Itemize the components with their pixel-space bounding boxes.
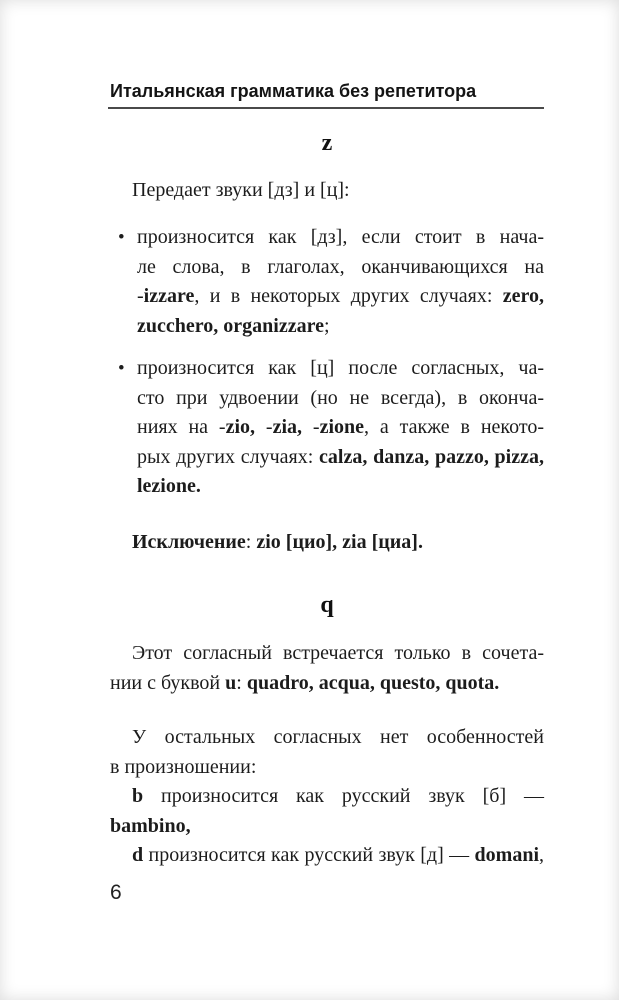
text-line: рых других случаях: calza, danza, pazzo, pizza, bbox=[137, 445, 544, 468]
running-head-title: Итальянская грамматика без репетитора bbox=[110, 81, 477, 101]
section-heading-q: q bbox=[320, 592, 334, 618]
page-number: 6 bbox=[110, 881, 122, 904]
bullet-icon: • bbox=[118, 358, 125, 379]
text-line: ниях на -zio, -zia, -zione, а также в некото- bbox=[137, 416, 544, 438]
text-line: b произносится как русский звук [б] — bbox=[132, 785, 544, 807]
bullet-text-dz bbox=[137, 223, 544, 341]
bullet-item-ts bbox=[110, 354, 544, 502]
text-line: ле слова, в глаголах, оканчивающихся на bbox=[137, 255, 544, 278]
text-line: lezione. bbox=[137, 475, 201, 497]
bullet-item-dz bbox=[110, 223, 544, 341]
bullet-list bbox=[110, 223, 544, 502]
text-line: Этот согласный встречается только в сочета- bbox=[132, 642, 544, 664]
bullet-text-ts bbox=[137, 354, 544, 502]
paragraph-q-intro bbox=[110, 639, 544, 698]
text-line: d произносится как русский звук [д] — domani, bbox=[132, 844, 544, 866]
text-line: произносится как [дз], если стоит в нача- bbox=[137, 226, 544, 248]
bullet-icon: • bbox=[118, 227, 125, 248]
paragraph-other-consonants bbox=[110, 723, 544, 871]
text-line: сто при удвоении (но не всегда), в оконча- bbox=[137, 386, 544, 409]
text-line: нии с буквой u: quadro, acqua, questo, quota. bbox=[110, 671, 500, 694]
text-line: произносится как [ц] после согласных, ча- bbox=[137, 357, 544, 379]
paragraph-exception bbox=[110, 528, 544, 558]
text-line: bambino, bbox=[110, 814, 191, 837]
text-line: Исключение: zio [цио], zia [циа]. bbox=[132, 531, 423, 553]
paragraph-z-intro bbox=[110, 176, 544, 206]
text-line: У остальных согласных нет особенностей bbox=[132, 726, 544, 748]
text-line: -izzare, и в некоторых других случаях: zero, bbox=[137, 285, 544, 307]
text-line: zucchero, organizzare; bbox=[137, 314, 330, 337]
page-header bbox=[108, 80, 544, 109]
section-heading-z: z bbox=[321, 130, 333, 156]
text-line: в произношении: bbox=[110, 755, 257, 778]
text-line: Передает звуки [дз] и [ц]: bbox=[132, 179, 350, 201]
